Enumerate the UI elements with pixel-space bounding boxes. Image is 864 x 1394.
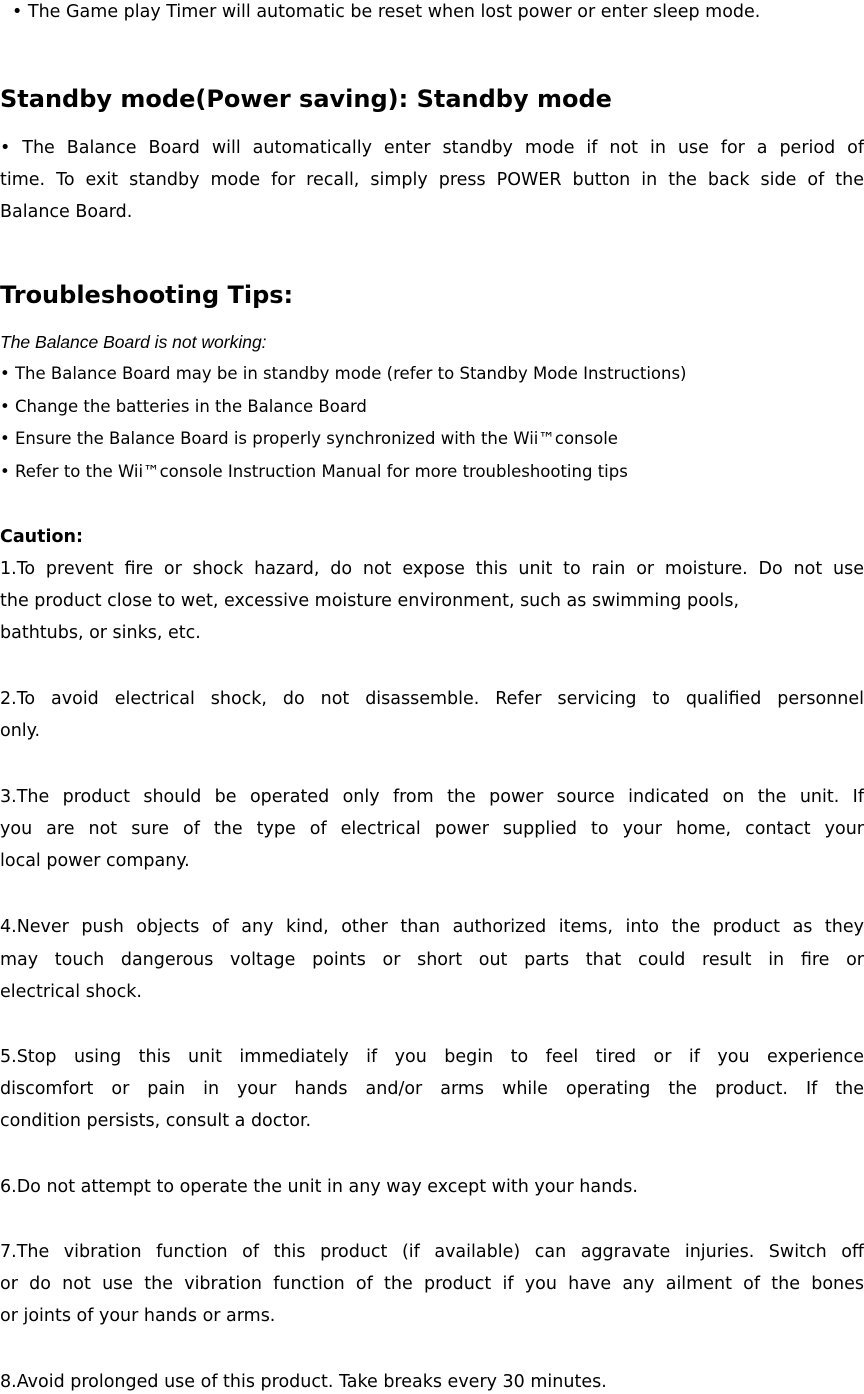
caution-line: 8.Avoid prolonged use of this product. Take breaks every 30 minutes. xyxy=(0,1372,607,1392)
list-item: • Ensure the Balance Board is properly synchronized with the Wii™console xyxy=(0,429,618,448)
list-item: • Refer to the Wii™console Instruction Manual for more troubleshooting tips xyxy=(0,462,628,481)
caution-line: condition persists, consult a doctor. xyxy=(0,1111,312,1131)
caution-line: only. xyxy=(0,721,41,741)
caution-line: or do not use the vibration function of the product if you have any ailment of the bones xyxy=(0,1274,864,1294)
standby-line: Balance Board. xyxy=(0,202,133,222)
caution-line: 3.The product should be operated only from the power source indicated on the unit. If xyxy=(0,787,864,807)
caution-line: the product close to wet, excessive moisture environment, such as swimming pools, xyxy=(0,591,740,611)
caution-line: discomfort or pain in your hands and/or arms while operating the product. If the xyxy=(0,1079,864,1099)
caution-line: may touch dangerous voltage points or short out parts that could result in fire or xyxy=(0,950,864,970)
standby-line: time. To exit standby mode for recall, simply press POWER button in the back side of the xyxy=(0,170,864,190)
list-item: • The Balance Board may be in standby mode (refer to Standby Mode Instructions) xyxy=(0,364,687,383)
standby-line: • The Balance Board will automatically enter standby mode if not in use for a period of xyxy=(0,138,864,158)
troubleshooting-subheading: The Balance Board is not working: xyxy=(0,332,267,352)
caution-line: local power company. xyxy=(0,851,190,871)
caution-line: 7.The vibration function of this product (if available) can aggravate injuries. Switch off xyxy=(0,1242,864,1262)
caution-line: 6.Do not attempt to operate the unit in any way except with your hands. xyxy=(0,1177,638,1197)
list-item: • Change the batteries in the Balance Board xyxy=(0,397,367,416)
caution-heading: Caution: xyxy=(0,527,83,547)
caution-line: you are not sure of the type of electrical power supplied to your home, contact your xyxy=(0,819,864,839)
caution-line: electrical shock. xyxy=(0,982,142,1002)
caution-line: 2.To avoid electrical shock, do not disassemble. Refer servicing to qualified personnel xyxy=(0,689,864,709)
caution-line: bathtubs, or sinks, etc. xyxy=(0,623,201,643)
troubleshooting-heading: Troubleshooting Tips: xyxy=(0,281,294,309)
caution-line: 4.Never push objects of any kind, other than authorized items, into the product as they xyxy=(0,917,864,937)
timer-note: • The Game play Timer will automatic be reset when lost power or enter sleep mode. xyxy=(12,2,761,22)
standby-heading: Standby mode(Power saving): Standby mode xyxy=(0,85,612,113)
caution-line: or joints of your hands or arms. xyxy=(0,1306,276,1326)
caution-line: 5.Stop using this unit immediately if you begin to feel tired or if you experience xyxy=(0,1047,864,1067)
caution-line: 1.To prevent fire or shock hazard, do not expose this unit to rain or moisture. Do not use xyxy=(0,559,864,579)
